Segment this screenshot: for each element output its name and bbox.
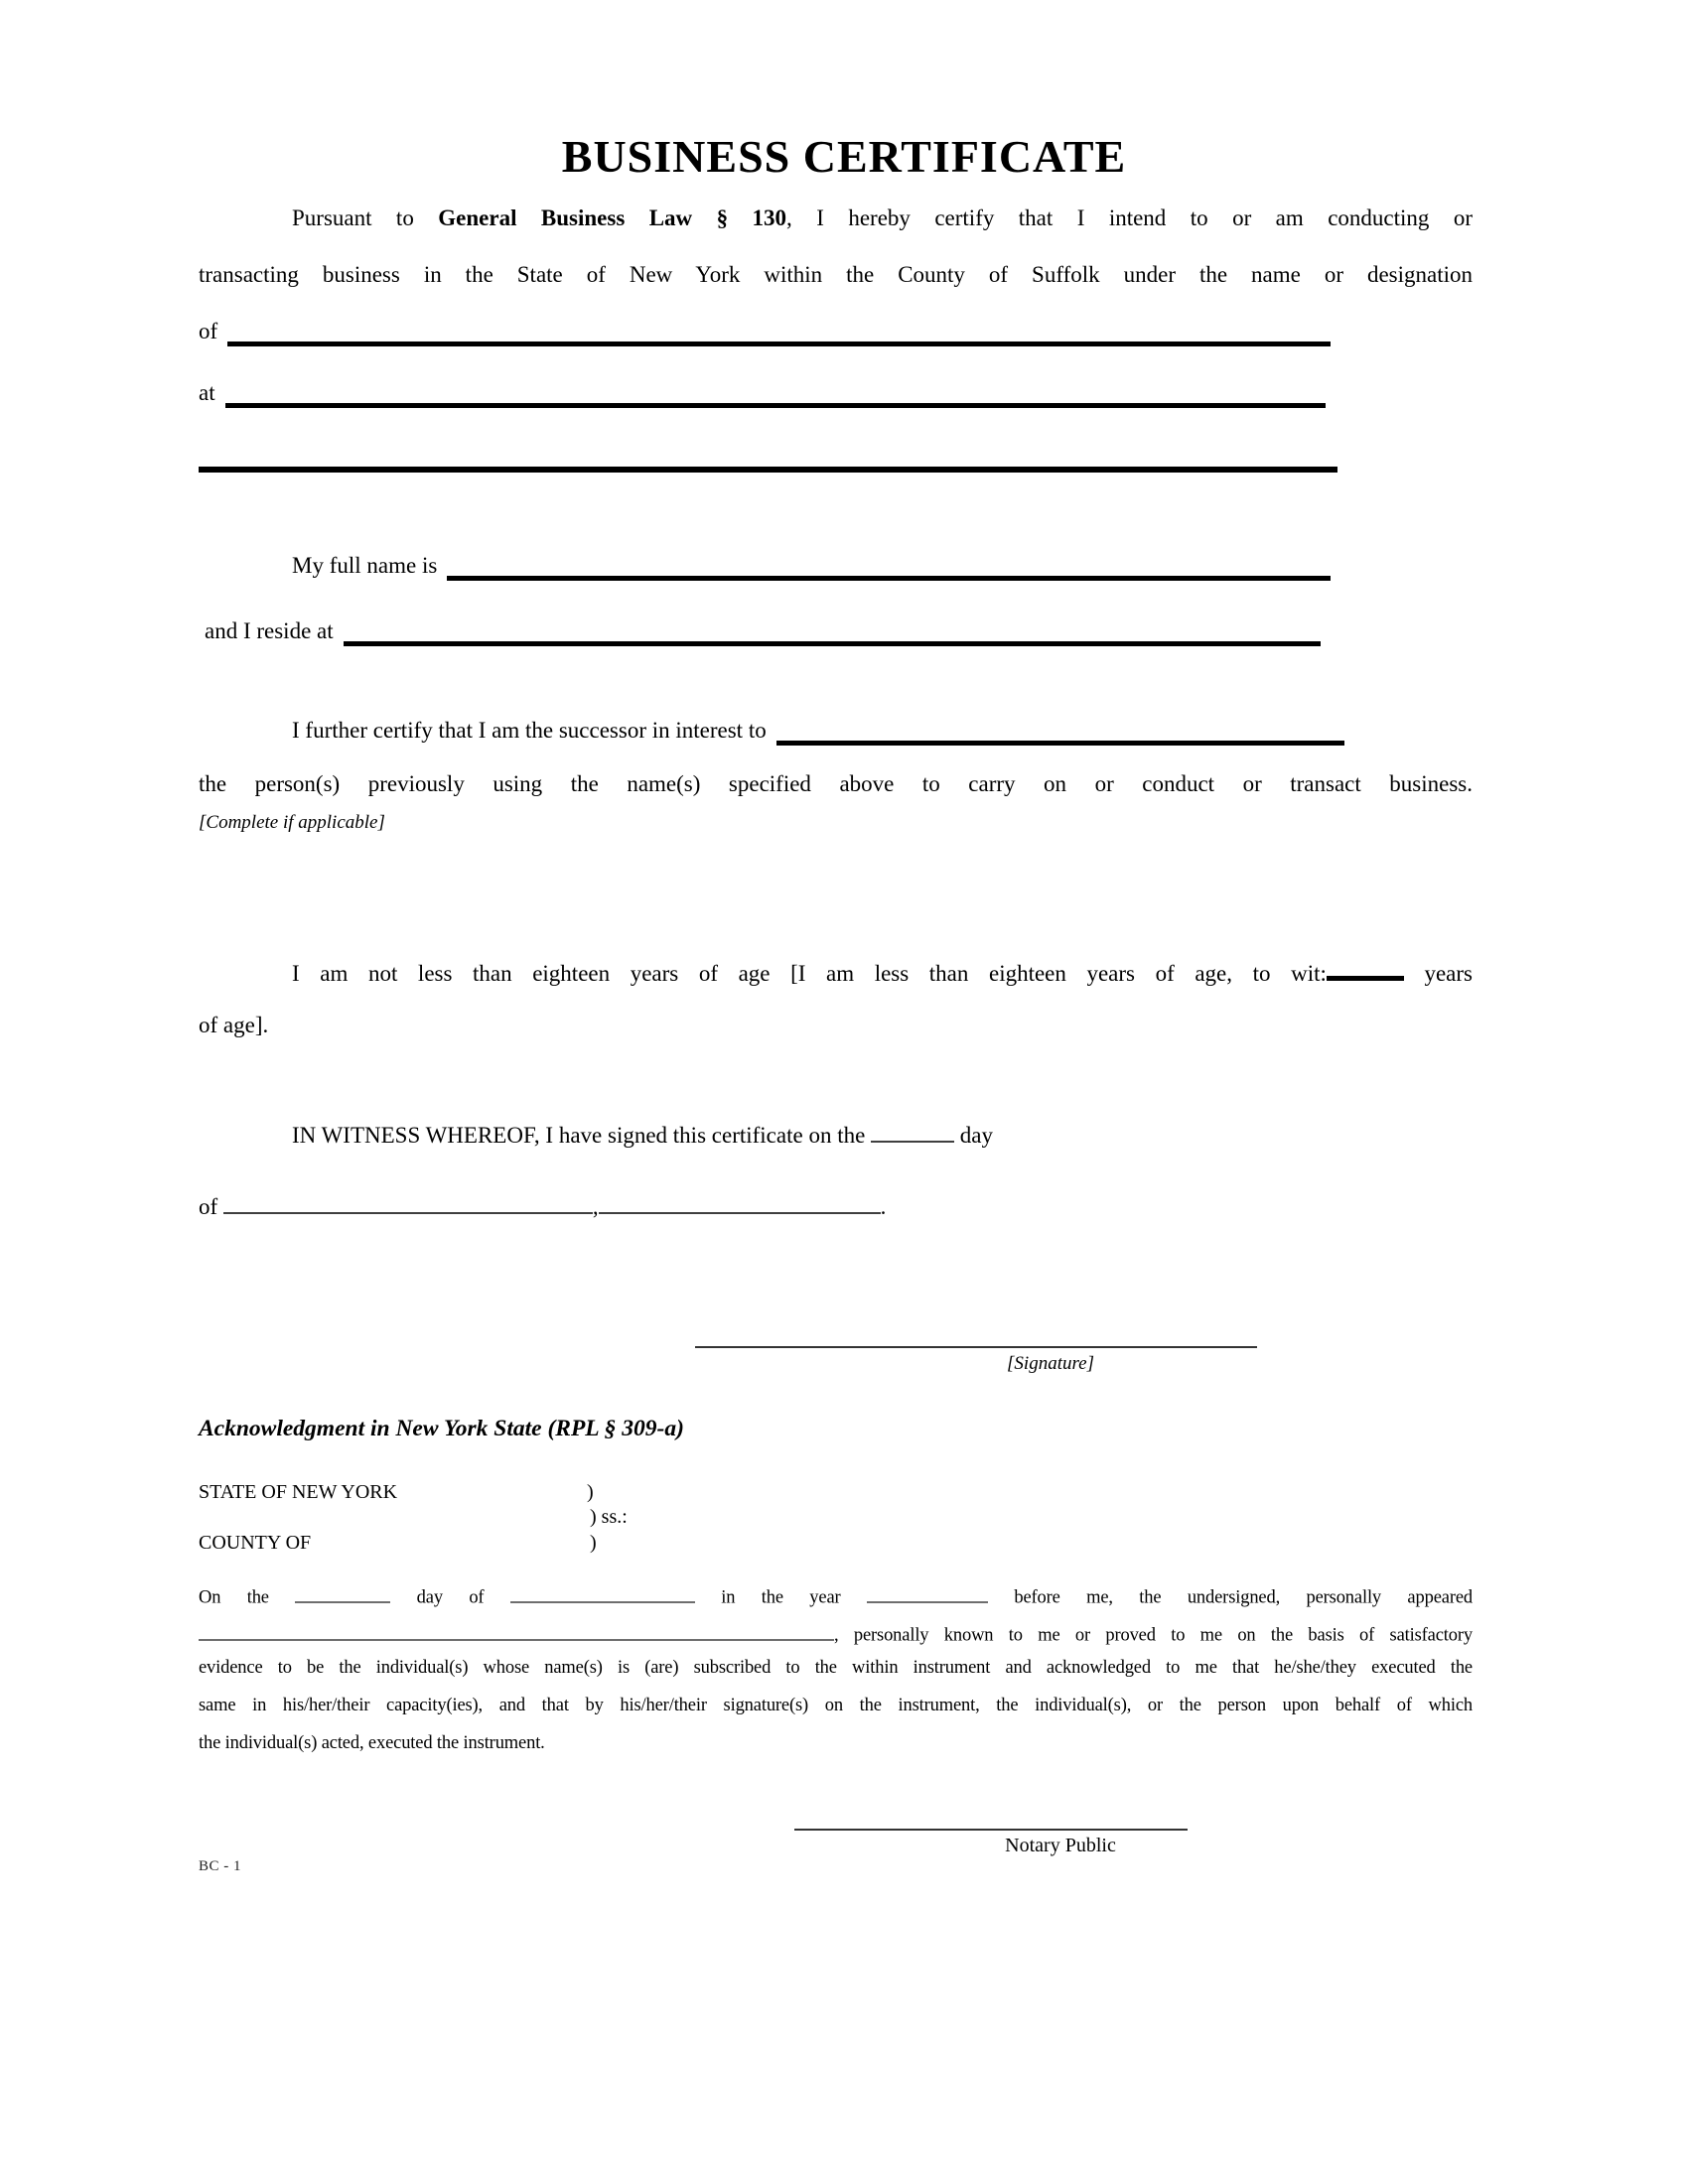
witness-period: . — [880, 1194, 887, 1219]
business-name-row — [199, 314, 1331, 346]
county-label: COUNTY OF — [199, 1532, 312, 1554]
successor-label: I further certify that I am the successor in interest to — [292, 718, 767, 744]
page-title: BUSINESS CERTIFICATE — [561, 130, 1127, 182]
ack-line-2 — [199, 1620, 1473, 1647]
business-address-line[interactable] — [225, 375, 1326, 408]
witness-text: IN WITNESS WHEREOF, I have signed this certificate on the — [292, 1123, 872, 1148]
county-paren: ) — [590, 1532, 597, 1554]
day-label: day — [954, 1123, 994, 1148]
successor-continuation: the person(s) previously using the name(s) specified above to carry on or conduct or transact business. — [199, 771, 1473, 796]
intro-line-1 — [199, 204, 1473, 233]
ack-name-line[interactable] — [199, 1620, 834, 1641]
complete-if-applicable-note: [Complete if applicable] — [199, 812, 385, 833]
ss-label: ) ss.: — [590, 1506, 628, 1528]
intro-certify-text: , I hereby certify that I intend to or am conducting or — [786, 205, 1473, 230]
business-address-line-2[interactable] — [199, 467, 1337, 473]
age-text: I am not less than eighteen years of age [I am less than eighteen years of age, to wit: — [292, 961, 1327, 986]
ack-line-3: evidence to be the individual(s) whose name(s) is (are) subscribed to the within instrument and acknowledged to me that he/she/they executed the — [199, 1658, 1473, 1678]
ack-line-5: the individual(s) acted, executed the instrument. — [199, 1733, 545, 1753]
witness-comma: , — [592, 1194, 599, 1219]
notary-signature-line[interactable] — [794, 1829, 1188, 1831]
full-name-line[interactable] — [447, 548, 1331, 581]
witness-day-line[interactable] — [871, 1118, 954, 1143]
signature-line[interactable] — [695, 1346, 1257, 1348]
signature-caption: [Signature] — [1007, 1353, 1094, 1374]
form-code: BC - 1 — [199, 1858, 242, 1874]
witness-of-label: of — [199, 1194, 223, 1219]
at-label: at — [199, 380, 215, 406]
witness-year-line[interactable] — [599, 1189, 881, 1214]
business-name-line[interactable] — [227, 314, 1331, 346]
ack-before-me: before me, the undersigned, personally appeared — [1014, 1587, 1473, 1608]
ack-personally-known: , personally known to me or proved to me on the basis of satisfactory — [834, 1625, 1473, 1646]
signature-block — [695, 1346, 1257, 1375]
ack-line-4: same in his/her/their capacity(ies), and that by his/her/their signature(s) on the instrument, the individual(s), or the person upon behalf of which — [199, 1696, 1473, 1715]
successor-row — [292, 713, 1344, 746]
witness-line-2 — [199, 1189, 1473, 1222]
ack-month-line[interactable] — [510, 1582, 695, 1603]
law-citation: General Business Law § 130 — [438, 205, 787, 230]
state-paren: ) — [587, 1481, 594, 1503]
state-label: STATE OF NEW YORK — [199, 1481, 398, 1503]
successor-line[interactable] — [776, 713, 1344, 746]
ack-in-the-year: in the year — [721, 1587, 841, 1608]
age-line[interactable] — [1327, 953, 1404, 981]
full-name-row — [292, 548, 1331, 581]
ack-day-line[interactable] — [295, 1582, 390, 1603]
of-label: of — [199, 319, 218, 344]
business-address-row — [199, 375, 1326, 408]
ack-on-the: On the — [199, 1587, 269, 1608]
intro-pursuant-text: Pursuant to — [292, 205, 439, 230]
witness-month-line[interactable] — [223, 1189, 593, 1214]
ack-line-1 — [199, 1582, 1473, 1609]
full-name-label: My full name is — [292, 553, 438, 579]
years-label: years — [1403, 961, 1473, 986]
notary-label: Notary Public — [1005, 1835, 1116, 1856]
residence-line[interactable] — [344, 614, 1321, 646]
age-line-2: of age]. — [199, 1013, 269, 1037]
witness-line-1 — [199, 1118, 1473, 1151]
reside-label: and I reside at — [205, 618, 334, 644]
notary-block — [794, 1829, 1188, 1857]
age-line-1 — [199, 953, 1473, 989]
intro-line-2: transacting business in the State of New York within the County of Suffolk under the name or designation — [199, 262, 1473, 287]
ack-year-line[interactable] — [867, 1582, 988, 1603]
residence-row — [205, 614, 1321, 646]
acknowledgment-heading: Acknowledgment in New York State (RPL § 309-a) — [199, 1416, 684, 1441]
ack-day-of: day of — [416, 1587, 485, 1608]
